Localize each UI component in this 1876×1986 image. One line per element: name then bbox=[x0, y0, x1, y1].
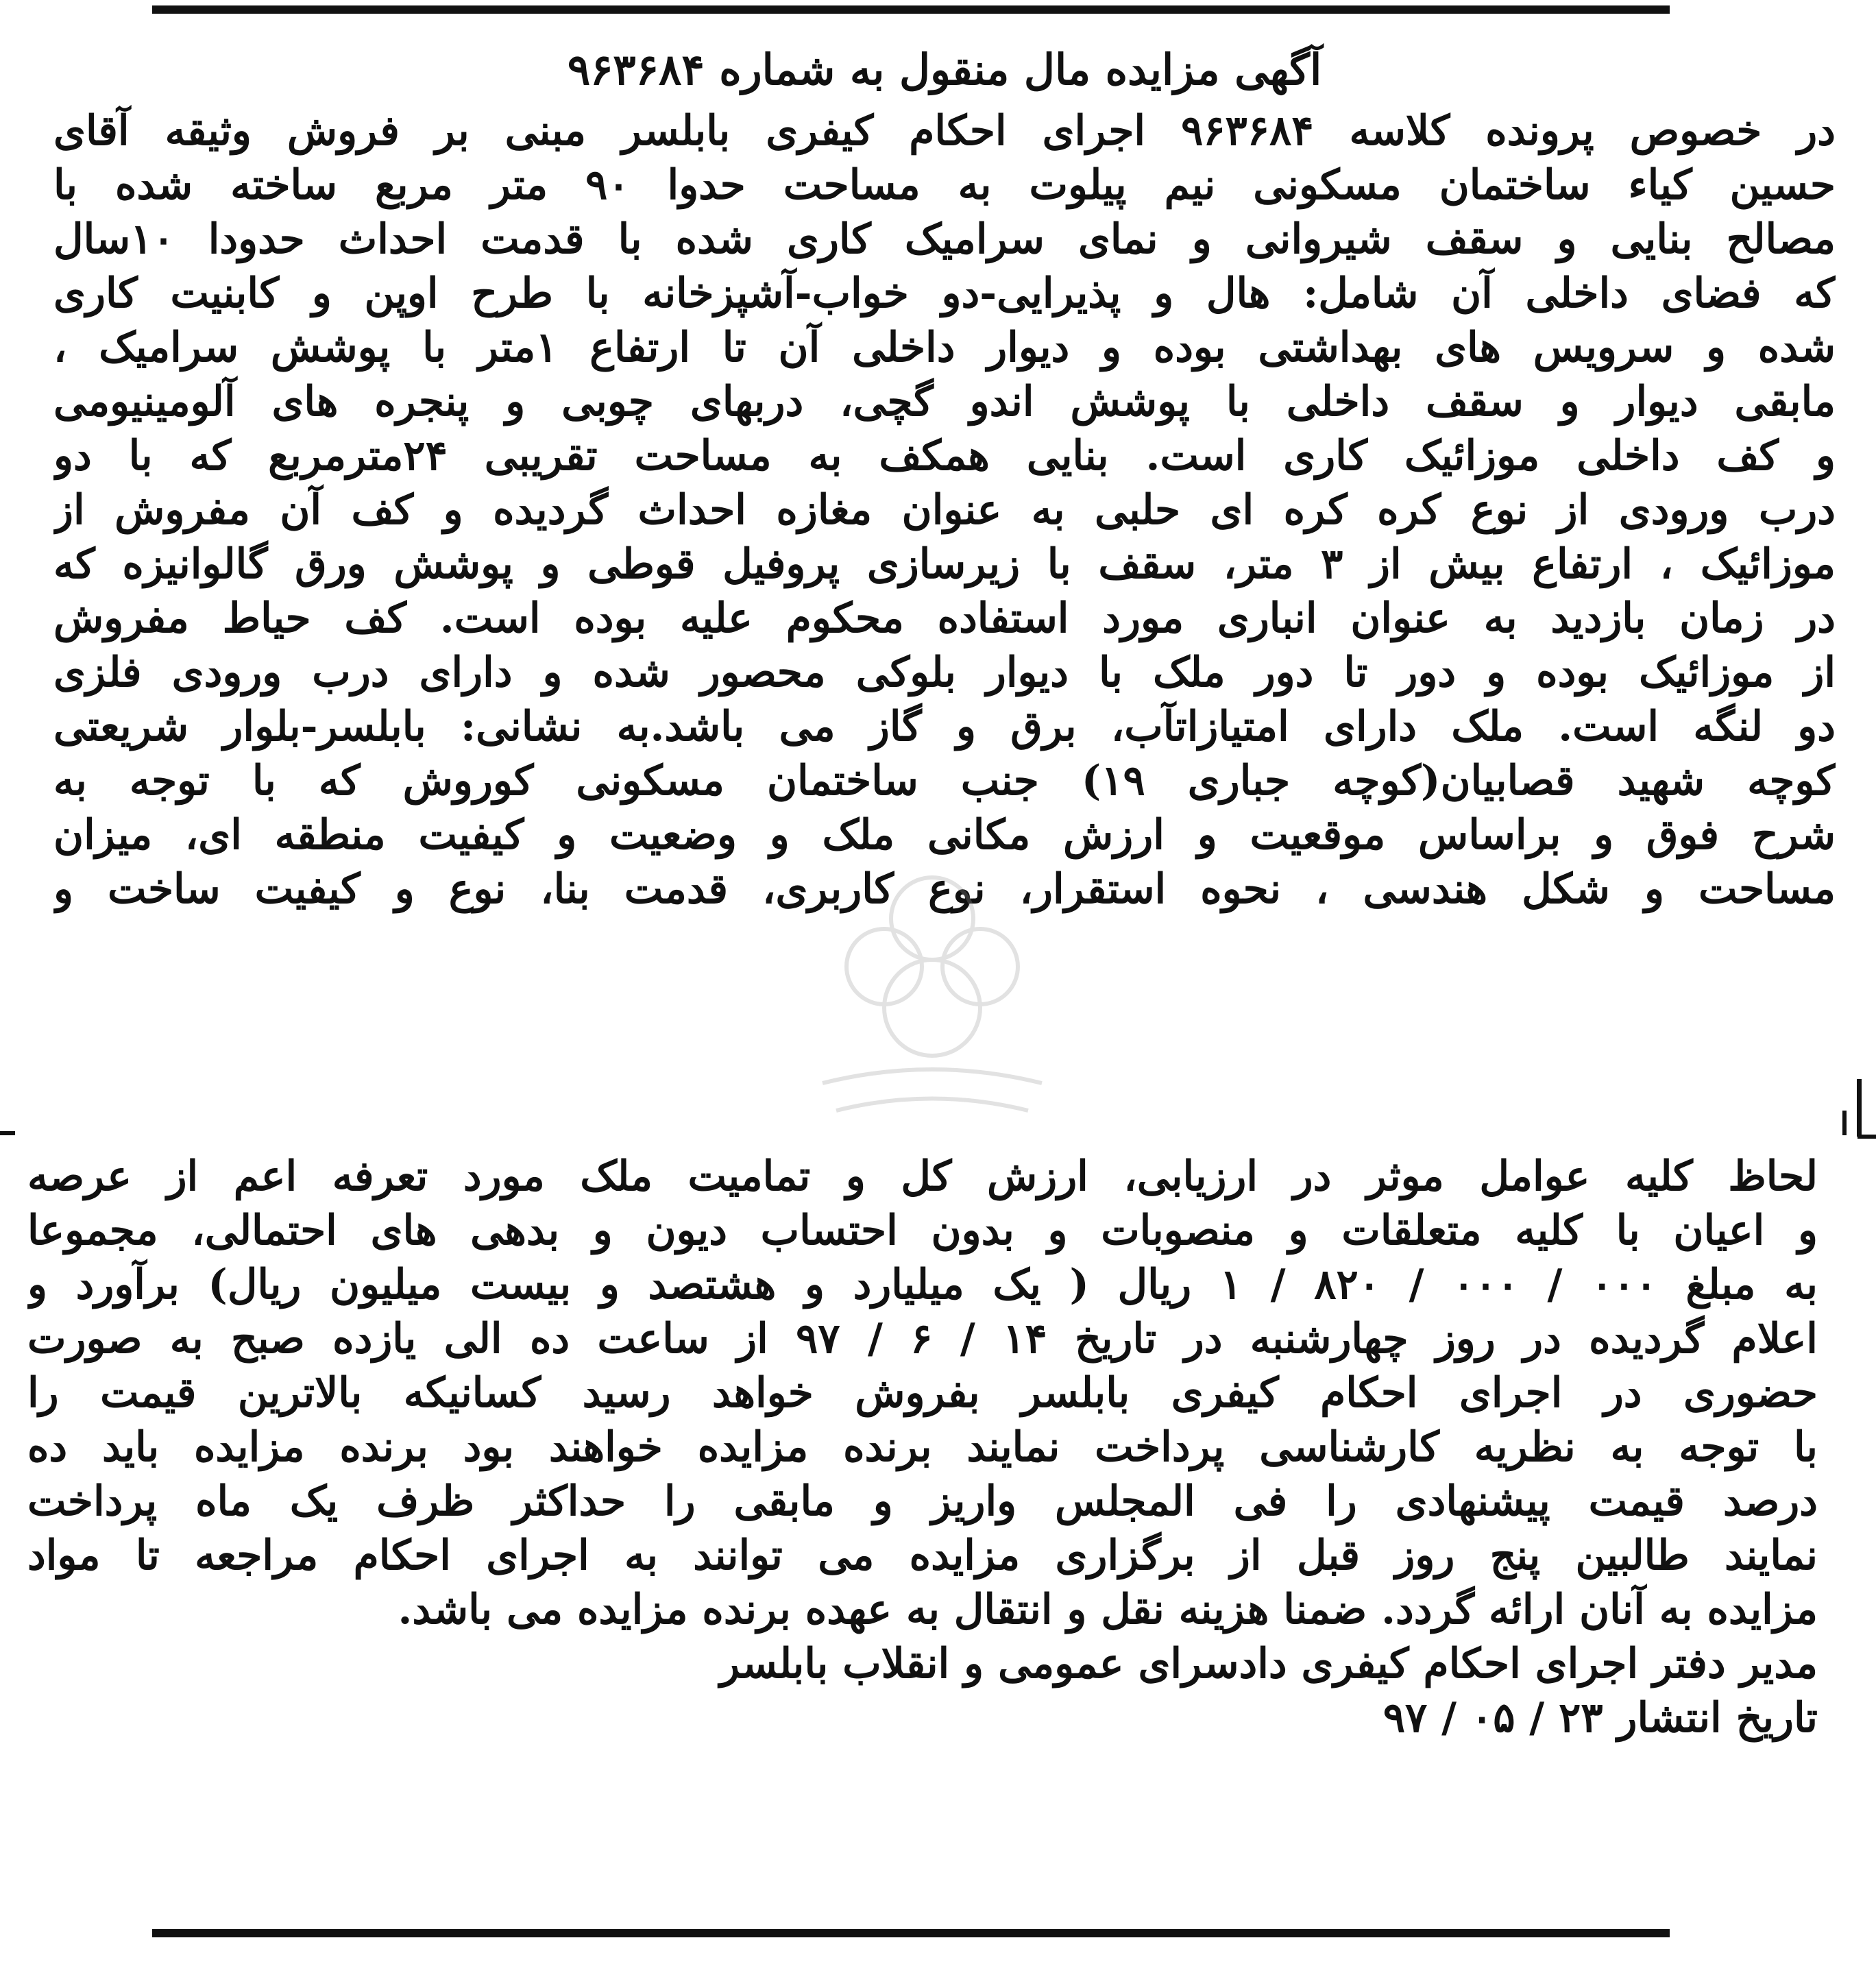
text-line: با توجه به نظریه کارشناسی پرداخت نمایند برنده مزایده خواهند بود برنده مزایده باید ده bbox=[27, 1423, 1818, 1471]
text-line: شرح فوق و براساس موقعیت و ارزش مکانی ملک و وضعیت و کیفیت منطقه ای، میزان bbox=[53, 811, 1836, 859]
notice-upper-column bbox=[53, 36, 1836, 917]
text-line: درب ورودی از نوع کره کره ای حلبی به عنوان مغازه احداث گردیده و کف آن مفروش از bbox=[53, 486, 1836, 534]
text-line: حضوری در اجرای احکام کیفری بابلسر بفروش خواهد رسید کسانیکه بالاترین قیمت را bbox=[27, 1369, 1818, 1417]
text-line: کوچه شهید قصابیان(کوچه جباری ۱۹) جنب ساختمان مسکونی کوروش که با توجه به bbox=[53, 757, 1836, 805]
publish-date: تاریخ انتشار ۲۳ / ۰۵ / ۹۷ bbox=[1382, 1694, 1818, 1742]
text-line: که فضای داخلی آن شامل: هال و پذیرایی-دو خواب-آشپزخانه با طرح اوپن و کابنیت کاری bbox=[53, 269, 1836, 317]
signature-line: مدیر دفتر اجرای احکام کیفری دادسرای عمومی و انقلاب بابلسر bbox=[720, 1640, 1818, 1688]
text-line: و اعیان با کلیه متعلقات و منصوبات و بدون احتساب دیون و بدهی های احتمالی، مجموعا bbox=[27, 1207, 1818, 1255]
top-rule bbox=[152, 5, 1670, 14]
text-line: لحاظ کلیه عوامل موثر در ارزیابی، ارزش کل و تمامیت ملک مورد تعرفه اعم از عرصه bbox=[27, 1152, 1818, 1200]
text-line: مزایده به آنان ارائه گردد. ضمنا هزینه نقل و انتقال به عهده برنده مزایده می باشد. bbox=[398, 1586, 1818, 1634]
text-line: مصالح بنایی و سقف شیروانی و نمای سرامیک کاری شده با قدمت احداث حدودا ۱۰سال bbox=[53, 215, 1836, 263]
text-line: حسین کیاء ساختمان مسکونی نیم پیلوت به مساحت حدوا ۹۰ متر مربع ساخته شده با bbox=[53, 161, 1836, 209]
column-divider-mark bbox=[1857, 1079, 1862, 1137]
text-line: از موزائیک بوده و دور تا دور ملک با دیوار بلوکی محصور شده و دارای درب ورودی فلزی bbox=[53, 649, 1836, 697]
text-line: در زمان بازدید به عنوان انباری مورد استفاده محکوم علیه بوده است. کف حیاط مفروش bbox=[53, 594, 1836, 642]
text-line: و کف داخلی موزائیک کاری است. بنایی همکف به مساحت تقریبی ۲۴مترمربع که با دو bbox=[53, 432, 1836, 480]
fold-tick-left bbox=[0, 1131, 15, 1135]
notice-lower-column bbox=[27, 1150, 1818, 1745]
watermark-stamp bbox=[781, 857, 1083, 1145]
bottom-rule bbox=[152, 1929, 1670, 1937]
text-line: مساحت و شکل هندسی ، نحوه استقرار، نوع کاربری، قدمت بنا، نوع و کیفیت ساخت و bbox=[53, 865, 1836, 913]
text-line: نمایند طالبین پنج روز قبل از برگزاری مزایده می توانند به اجرای احکام مراجعه تا مواد bbox=[27, 1531, 1818, 1579]
text-line: دو لنگه است. ملک دارای امتیازاتآب، برق و گاز می باشد.به نشانی: بابلسر-بلوار شریعتی bbox=[53, 703, 1836, 751]
text-line: موزائیک ، ارتفاع بیش از ۳ متر، سقف با زیرسازی پروفیل قوطی و پوشش ورق گالوانیزه که bbox=[53, 540, 1836, 588]
text-line: به مبلغ ۰۰۰ / ۰۰۰ / ۸۲۰ / ۱ ریال ( یک میلیارد و هشتصد و بیست میلیون ریال) برآورد و bbox=[27, 1261, 1818, 1309]
text-line: مابقی دیوار و سقف داخلی با پوشش اندو گچی، دربهای چوبی و پنجره های آلومینیومی bbox=[53, 378, 1836, 426]
column-divider-mark bbox=[1842, 1111, 1847, 1135]
text-line: در خصوص پرونده کلاسه ۹۶۳۶۸۴ اجرای احکام کیفری بابلسر مبنی بر فروش وثیقه آقای bbox=[53, 107, 1836, 155]
text-line: شده و سرویس های بهداشتی بوده و دیوار داخلی آن تا ارتفاع ۱متر با پوشش سرامیک ، bbox=[53, 324, 1836, 372]
fold-tick-right bbox=[1857, 1135, 1876, 1139]
text-line: اعلام گردیده در روز چهارشنبه در تاریخ ۱۴ / ۶ / ۹۷ از ساعت ده الی یازده صبح به صورت bbox=[27, 1315, 1818, 1363]
notice-title: آگهی مزایده مال منقول به شماره ۹۶۳۶۸۴ bbox=[567, 45, 1322, 95]
text-line: درصد قیمت پیشنهادی را فی المجلس واریز و مابقی را حداکثر ظرف یک ماه پرداخت bbox=[27, 1477, 1818, 1525]
